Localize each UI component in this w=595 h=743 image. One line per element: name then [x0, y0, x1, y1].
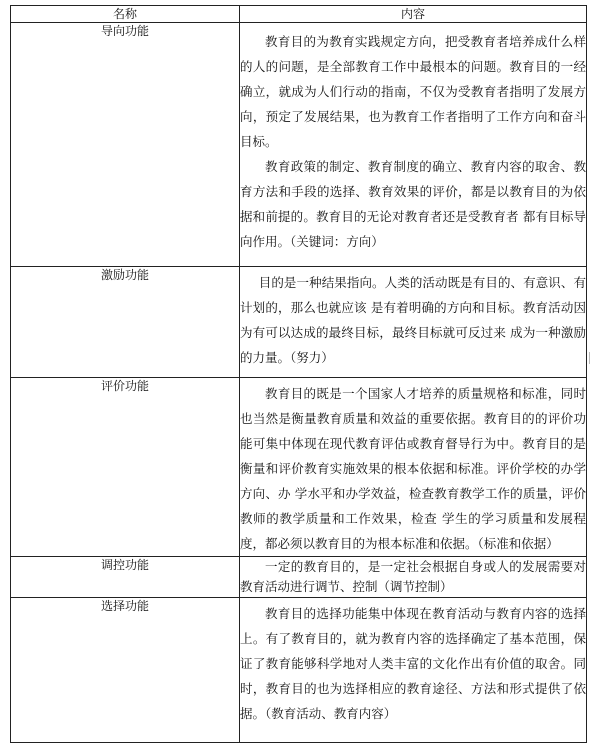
row-name: 导向功能 [11, 23, 240, 267]
content-paragraph: 教育目的为教育实践规定方向，把受教育者培养成什么样的人的问题，是全部教育工作中最根本的问题。教育目的一经确立，就成为人们行动的指南，不仅为受教育者指明了发展方向，预定了发展结果，也为教育工作者指明了工作方向和奋斗目标。 [240, 34, 586, 149]
table-row [11, 378, 587, 557]
row-name: 激励功能 [11, 267, 240, 378]
scroll-marker [589, 352, 593, 364]
header-name: 名称 [11, 6, 240, 23]
table-row [11, 598, 587, 743]
header-content: 内容 [240, 6, 587, 23]
row-name: 调控功能 [11, 557, 240, 598]
function-table [10, 5, 587, 743]
content-paragraph: 教育目的选择功能集中体现在教育活动与教育内容的选择上。有了教育目的，就为教育内容的选择确定了基本范围，保证了教育能够科学地对人类丰富的文化作出有价值的取舍。同时，教育目的也为选择相应的教育途径、方法和形式提供了依据。（教育活动、教育内容） [240, 606, 586, 721]
content-paragraph: 一定的教育目的，是一定社会根据自身或人的发展需要对教育活动进行调节、控制（调节控制） [240, 559, 586, 594]
content-paragraph: 目的是一种结果指向。人类的活动既是有目的、有意识、有计划的，那么也就应该 是有着明确的方向和目标。教育活动因为有可以达成的最终目标，最终目标就可反过来 成为一种激励的力量。（努力） [240, 275, 586, 365]
table-row [11, 23, 587, 267]
row-name: 评价功能 [11, 378, 240, 557]
table-row [11, 267, 587, 378]
row-name: 选择功能 [11, 598, 240, 743]
row-content [240, 557, 587, 598]
row-content [240, 23, 587, 267]
row-content [240, 598, 587, 743]
content-paragraph: 教育目的既是一个国家人才培养的质量规格和标准，同时也当然是衡量教育质量和效益的重要依据。教育目的的评价功能可集中体现在现代教育评估或教育督导行为中。教育目的是衡量和评价教育实施效果的根本依据和标准。评价学校的办学方向、办 学水平和办学效益，检查教育教学工作的质量，评价教师的教学质量和工作效果，检查 学生的学习质量和发展程度，都必须以教育目的为根本标准和依据。（标准和依据） [240, 386, 586, 551]
table-row [11, 557, 587, 598]
table-header-row [11, 6, 587, 23]
content-paragraph: 教育政策的制定、教育制度的确立、教育内容的取舍、教育方法和手段的选择、教育效果的评价，都是以教育目的为依据和前提的。教育目的无论对教育者还是受教育者 都有目标导向作用。（关键词：方向） [240, 159, 586, 249]
row-content [240, 267, 587, 378]
row-content [240, 378, 587, 557]
